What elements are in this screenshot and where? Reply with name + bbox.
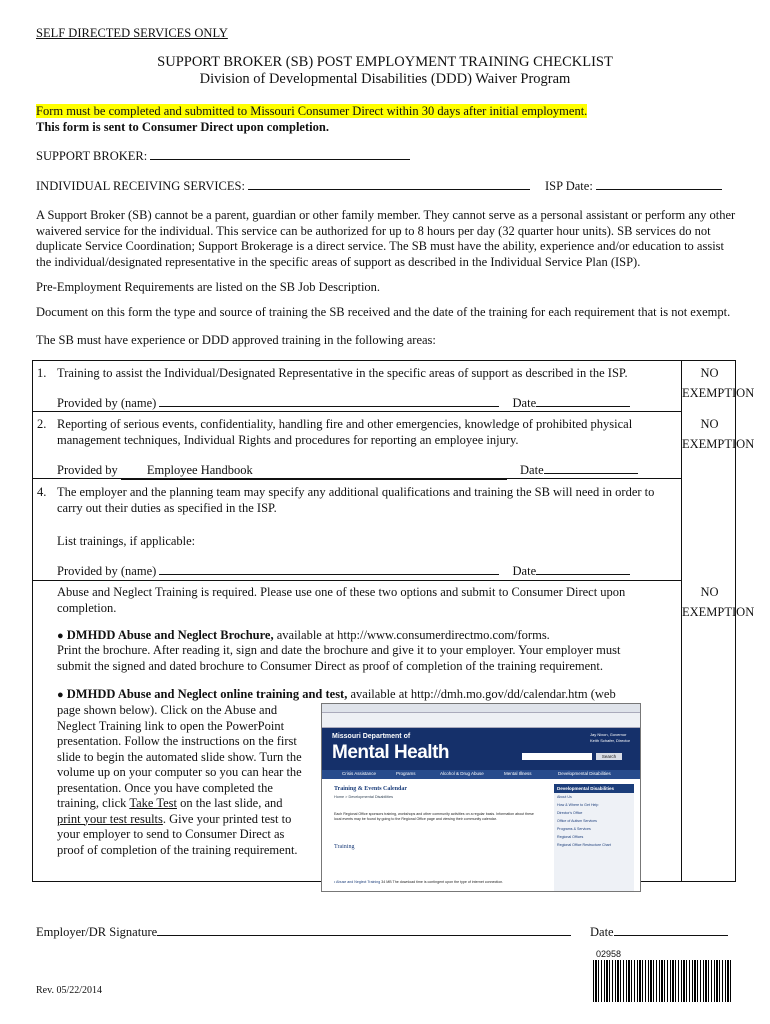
sidebar-item[interactable]: Regional Offices	[557, 835, 584, 839]
row2-text: Reporting of serious events, confidentiality, handling fire and other emergencies, knowledge of prohibited physical management techniques, Individual Rights and procedures for reporting an employee injury.	[57, 417, 633, 447]
support-broker-label: SUPPORT BROKER:	[36, 149, 148, 163]
sidebar-item[interactable]: Programs & Services	[557, 827, 591, 831]
row1-text: Training to assist the Individual/Designated Representative in the specific areas of support as described in the ISP.	[57, 366, 628, 380]
form-code: 02958	[596, 949, 622, 959]
row4-date-label: Date	[512, 564, 537, 578]
abuse-neglect-text: Abuse and Neglect Training is required. Please use one of these two options and submit to Consumer Direct upon completion.	[57, 585, 626, 615]
row1-provided-label: Provided by (name)	[57, 396, 157, 410]
calendar-title: Training & Events Calendar	[334, 786, 408, 792]
footer-date-input[interactable]	[614, 935, 728, 936]
row4-provided-label: Provided by (name)	[57, 564, 157, 578]
row1-provider-input[interactable]	[159, 406, 499, 407]
browser-toolbar	[322, 704, 640, 713]
training-note: 34 MB The download time is contingent upon the type of internet connection.	[381, 880, 504, 884]
row4-date-input[interactable]	[536, 574, 630, 575]
bullet-icon: ●	[57, 689, 64, 701]
sidebar-item[interactable]: Office of Autism Services	[557, 819, 597, 823]
nav-item[interactable]: Crisis Assistance	[342, 771, 377, 776]
option2-line: Neglect Training link to open the PowerPoint	[57, 718, 285, 733]
isp-date-field	[545, 179, 722, 194]
document-instruction: Document on this form the type and source of training the SB received and the date of the training for each requirement that is not exempt.	[36, 305, 731, 319]
option2-line: volume up on your computer so you can hear the	[57, 765, 302, 779]
breadcrumb: Home > Developmental Disabilities	[334, 795, 393, 799]
search-button[interactable]: Search	[596, 753, 622, 760]
signature-label: Employer/DR Signature	[36, 925, 158, 939]
option1-body: Print the brochure. After reading it, sign and date the brochure and give it to your employer. Your employer must submit the signed and dated brochure to Consumer Direct as proof of completion of the training requirement.	[57, 643, 621, 673]
footer-date-field	[590, 925, 728, 940]
intro-paragraph: A Support Broker (SB) cannot be a parent, guardian or other family member. They cannot serve as a personal assistant or perform any other waivered service for the individual. This service can be authorized for up to 8 hours per day (32 quarter hour units). SB services do not duplicate Service Coordination; Support Brokerage is a direct service. The SB must have the ability, experience and/or education to assist the individual/designated representative in the specific areas of support as described in the Individual Service Plan (ISP).	[36, 208, 736, 269]
row1-exemption: EXEMPTION	[682, 386, 755, 400]
option2-line: proof of completion of the training requirement.	[57, 842, 298, 857]
training-areas-note: The SB must have experience or DDD approved training in the following areas:	[36, 333, 436, 347]
row1-date-input[interactable]	[536, 406, 630, 407]
support-broker-field	[36, 149, 410, 164]
form-subtitle: Division of Developmental Disabilities (DDD) Waiver Program	[199, 71, 571, 87]
self-directed-tag: SELF DIRECTED SERVICES ONLY	[36, 26, 228, 40]
isp-date-input[interactable]	[596, 189, 722, 190]
print-results-link[interactable]: print your test results	[57, 811, 163, 826]
option2-line: presentation. Once you have completed the	[57, 780, 273, 795]
row2-provided	[57, 463, 677, 480]
individual-field	[36, 179, 530, 194]
dmh-webpage-screenshot	[321, 703, 641, 892]
option2-url[interactable]: available at http://dmh.mo.gov/dd/calendar.htm (web	[347, 687, 616, 701]
option1-title: DMHDD Abuse and Neglect Brochure,	[66, 628, 274, 642]
option2-text: training, click	[57, 796, 130, 810]
nav-item[interactable]: Programs	[396, 771, 416, 776]
row2-no-exemption	[682, 414, 755, 454]
row2-date-label: Date	[520, 463, 544, 477]
abuse-exemption: EXEMPTION	[682, 605, 755, 619]
dmh-banner	[322, 728, 640, 770]
row4-text: The employer and the planning team may specify any additional qualifications and training the SB will need in order to carry out their duties as specified in the ISP.	[57, 485, 655, 515]
governor-line: Jay Nixon, Governor	[590, 732, 627, 737]
option2-heading	[57, 687, 672, 704]
option2-line: your employer to send to Consumer Direct as	[57, 827, 285, 841]
dmh-org-small: Missouri Department of	[332, 733, 411, 740]
row-divider-3	[33, 580, 681, 581]
director-line: Keith Schafer, Director	[590, 738, 631, 743]
notice-highlight-text: Form must be completed and submitted to Missouri Consumer Direct within 30 days after initial employment.	[36, 104, 588, 118]
training-line	[334, 880, 503, 884]
browser-tabbar	[322, 713, 640, 728]
row2-provider-input[interactable]	[121, 463, 507, 480]
signature-input[interactable]	[157, 935, 571, 936]
individual-label: INDIVIDUAL RECEIVING SERVICES:	[36, 179, 245, 193]
nav-item[interactable]: Developmental Disabilities	[558, 771, 611, 776]
search-input[interactable]	[522, 753, 592, 760]
signature-field	[36, 925, 571, 940]
option2-line: page shown below). Click on the Abuse and	[57, 703, 278, 717]
row4-provided	[57, 564, 677, 580]
row1-provided	[57, 396, 677, 412]
row1-date-label: Date	[512, 396, 537, 410]
isp-date-label: ISP Date:	[545, 179, 593, 193]
dmh-org-big: Mental Health	[332, 742, 450, 763]
individual-input[interactable]	[248, 189, 530, 190]
training-heading: Training	[334, 844, 355, 850]
nav-item[interactable]: Mental Illness	[504, 771, 532, 776]
row2-number: 2.	[37, 417, 47, 431]
option2-text: on the last slide, and	[176, 796, 283, 810]
sidebar-item[interactable]: Regional Office Restructure Chart	[557, 843, 611, 847]
sidebar-item[interactable]: Director's Office	[557, 811, 583, 815]
row4-provider-input[interactable]	[159, 574, 499, 575]
row1-no: NO	[700, 366, 719, 380]
footer-date-label: Date	[590, 925, 614, 939]
calendar-body: Each Regional Office sponsors training, workshops and other community activities on a regular basis. Information about these local events may be found by going to the Regional Office page and viewing their community calendar.	[334, 812, 534, 821]
option2-line: presentation. Follow the instructions on the first	[57, 734, 297, 748]
sidebar-item[interactable]: About Us	[557, 795, 572, 799]
notice-highlight	[36, 104, 587, 119]
abuse-training-link[interactable]: • Abuse and Neglect Training	[334, 880, 381, 884]
abuse-no-exemption	[682, 582, 755, 622]
row2-provided-label: Provided by	[57, 463, 118, 477]
option2-line: slide to begin the automated slide show. Turn the	[57, 749, 302, 764]
form-title: SUPPORT BROKER (SB) POST EMPLOYMENT TRAINING CHECKLIST	[157, 54, 613, 70]
option2-text: . Give your printed test to	[162, 811, 292, 826]
abuse-no: NO	[700, 585, 719, 599]
option2-line	[57, 796, 339, 812]
option2-line	[57, 812, 339, 828]
sidebar-item[interactable]: How & Where to Get Help	[557, 803, 599, 807]
option2-body	[57, 703, 339, 858]
bullet-icon: ●	[57, 630, 64, 642]
row1-number: 1.	[37, 366, 47, 380]
row2-date-input[interactable]	[544, 473, 638, 474]
option2-title: DMHDD Abuse and Neglect online training and test,	[66, 687, 348, 701]
barcode	[593, 960, 733, 1002]
row2-no: NO	[700, 417, 719, 431]
dmh-navbar	[322, 770, 640, 779]
row2-exemption: EXEMPTION	[682, 437, 755, 451]
row2-provider-value: Employee Handbook	[146, 463, 253, 477]
row4-list-label: List trainings, if applicable:	[57, 534, 196, 548]
row1-no-exemption	[682, 363, 755, 403]
notice-bold: This form is sent to Consumer Direct upon completion.	[36, 120, 329, 134]
revision-date: Rev. 05/22/2014	[36, 985, 103, 996]
sidebar-title: Developmental Disabilities	[554, 784, 634, 793]
row4-number: 4.	[37, 485, 47, 499]
dd-sidebar	[554, 784, 634, 891]
pre-employment-note: Pre-Employment Requirements are listed on the SB Job Description.	[36, 280, 381, 294]
take-test-link[interactable]: Take Test	[129, 796, 177, 810]
support-broker-input[interactable]	[150, 159, 410, 160]
option1-url[interactable]: available at http://www.consumerdirectmo.com/forms.	[273, 628, 550, 642]
nav-item[interactable]: Alcohol & Drug Abuse	[440, 771, 484, 776]
